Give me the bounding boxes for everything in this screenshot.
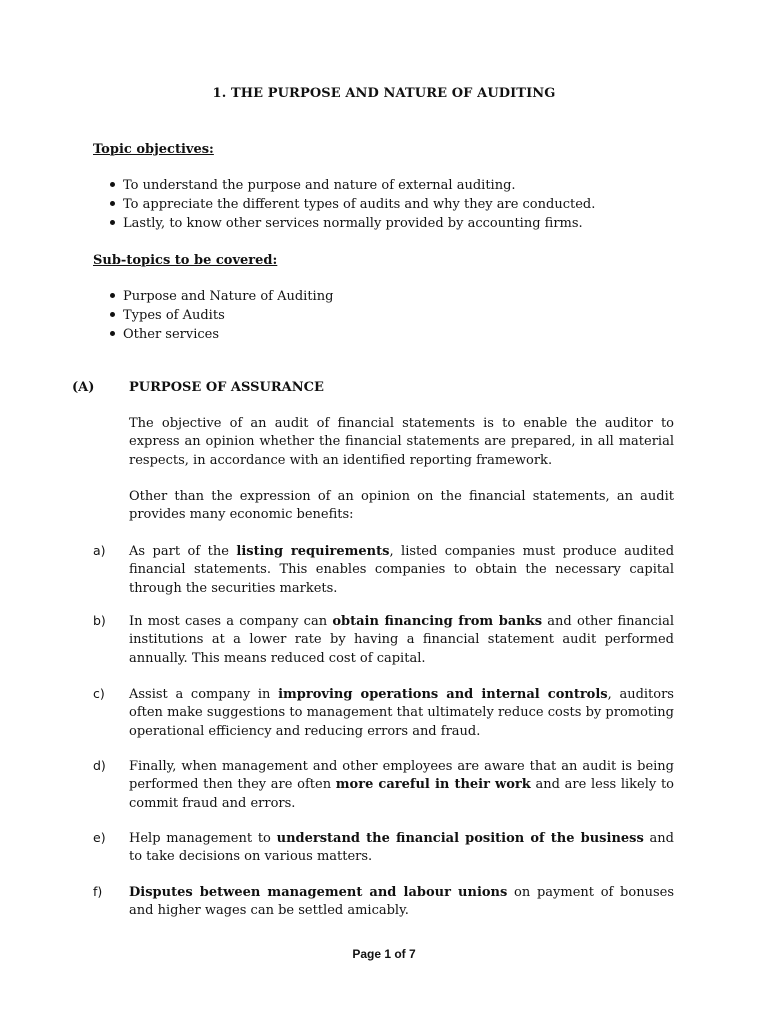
item-marker: f) [93,884,103,899]
bullet-icon [110,220,115,225]
section-label: (A) [72,380,95,395]
document-title: 1. THE PURPOSE AND NATURE OF AUDITING [212,86,556,101]
list-item: Other services [110,325,333,344]
objectives-list [110,176,595,233]
subtopics-list [110,287,333,344]
section-title: PURPOSE OF ASSURANCE [129,380,324,395]
list-item: Purpose and Nature of Auditing [110,287,333,306]
bullet-icon [110,293,115,298]
list-item: Types of Audits [110,306,333,325]
bullet-icon [110,182,115,187]
list-item: Lastly, to know other services normally provided by accounting firms. [110,214,595,233]
item-marker: c) [93,686,105,701]
benefit-item-b: In most cases a company can obtain financing from banks and other financial institutions at a lower rate by having a financial statement audit performed annually. This means reduced cost of capital. [129,614,675,666]
benefit-item-f: Disputes between management and labour unions on payment of bonuses and higher wages can be settled amicably. [129,885,674,919]
list-item: To appreciate the different types of audits and why they are conducted. [110,195,595,214]
benefit-item-e: Help management to understand the financial position of the business and to take decisions on various matters. [129,831,675,865]
item-marker: a) [93,543,106,558]
item-marker: b) [93,613,106,628]
benefit-item-a: As part of the listing requirements, listed companies must produce audited financial statements. This enables companies to obtain the necessary capital through the securities markets. [129,544,675,596]
bullet-icon [110,312,115,317]
list-item: To understand the purpose and nature of external auditing. [110,176,595,195]
paragraph-objective: The objective of an audit of financial statements is to enable the auditor to express an opinion whether the financial statements are prepared, in all material respects, in accordance with an identified reporting framework. [129,416,674,468]
paragraph-benefits-intro: Other than the expression of an opinion on the financial statements, an audit provides many economic benefits: [129,489,674,523]
item-marker: d) [93,758,106,773]
benefit-item-d: Finally, when management and other employees are aware that an audit is being performed then they are often more careful in their work and are less likely to commit fraud and errors. [129,759,674,811]
bullet-icon [110,331,115,336]
subtopics-heading: Sub-topics to be covered: [93,253,278,268]
bullet-icon [110,201,115,206]
benefit-item-c: Assist a company in improving operations and internal controls, auditors often make suggestions to management that ultimately reduce costs by promoting operational efficiency and reducing errors and fraud. [129,687,674,739]
page-number: Page 1 of 7 [352,947,416,961]
objectives-heading: Topic objectives: [93,142,214,157]
item-marker: e) [93,830,106,845]
